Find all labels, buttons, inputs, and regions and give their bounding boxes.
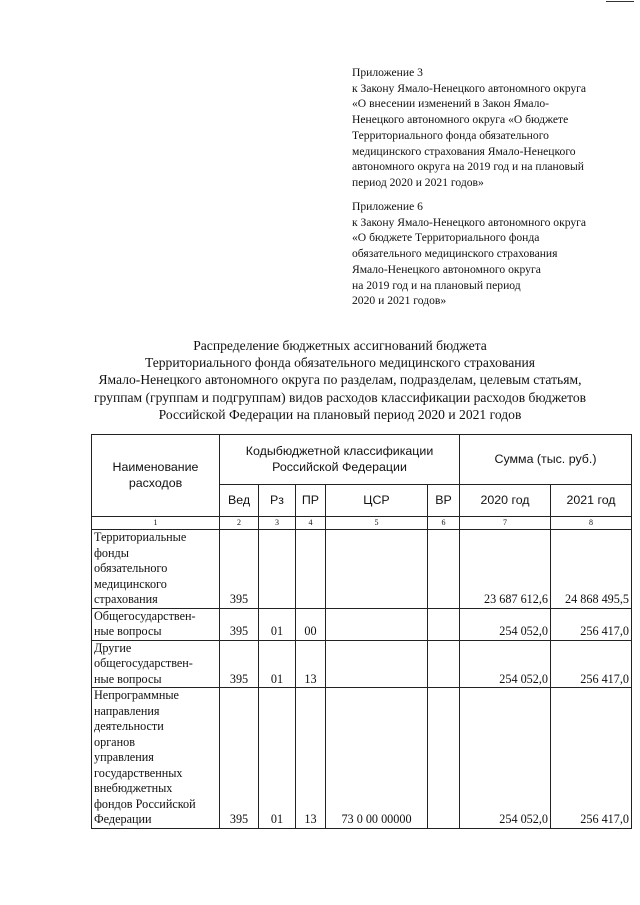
header-csr: ЦСР <box>326 485 428 517</box>
column-number: 2 <box>220 517 259 530</box>
cell-pr: 00 <box>296 608 326 640</box>
appendix-6-line: 2020 и 2021 годов» <box>352 294 447 308</box>
cell-rz: 01 <box>259 640 296 688</box>
row-name-line: государственных <box>94 765 183 780</box>
row-name-line: Другие <box>94 640 132 655</box>
cell-csr <box>326 640 428 688</box>
cell-ved: 395 <box>220 530 259 609</box>
row-name <box>92 640 220 688</box>
appendix-6-line: на 2019 год и на плановый период <box>352 278 521 292</box>
cell-2020: 254 052,0 <box>460 688 551 829</box>
appendix-6-line: «О бюджете Территориального фонда <box>352 231 540 245</box>
title-line: Территориального фонда обязательного медицинского страхования <box>144 355 536 371</box>
row-name-line: Непрограммные <box>94 688 179 702</box>
appendix-6-line: Ямало-Ненецкого автономного округа <box>352 262 541 276</box>
header-rz: Рз <box>259 485 296 517</box>
appendix-3-line: Приложение 3 <box>352 66 423 79</box>
title-line: группам (группам и подгруппам) видов расходов классификации расходов бюджетов <box>93 389 587 405</box>
appendix-3-block <box>352 65 637 191</box>
cell-pr: 13 <box>296 640 326 688</box>
row-name-line: медицинского <box>94 576 167 591</box>
cell-pr <box>296 530 326 609</box>
column-number: 3 <box>259 517 296 530</box>
row-name-line: ные вопросы <box>94 671 162 686</box>
header-2020: 2020 год <box>460 485 551 517</box>
column-number: 1 <box>92 517 220 530</box>
title-line: Ямало-Ненецкого автономного округа по разделам, подразделам, целевым статьям, <box>98 372 582 388</box>
appendix-3-line: автономного округа на 2019 год и на плановый <box>352 160 585 174</box>
header-2021: 2021 год <box>551 485 632 517</box>
appendix-3-line: к Закону Ямало-Ненецкого автономного округа <box>352 81 587 95</box>
header-ved: Вед <box>220 485 259 517</box>
column-number: 4 <box>296 517 326 530</box>
cell-csr: 73 0 00 00000 <box>326 688 428 829</box>
corner-mark <box>606 1 634 2</box>
cell-rz: 01 <box>259 608 296 640</box>
row-name-line: внебюджетных <box>94 781 173 795</box>
cell-2021: 256 417,0 <box>551 608 632 640</box>
column-number: 5 <box>326 517 428 530</box>
cell-2021: 256 417,0 <box>551 640 632 688</box>
cell-2020: 254 052,0 <box>460 608 551 640</box>
cell-pr: 13 <box>296 688 326 829</box>
title-line: Распределение бюджетных ассигнований бюджета <box>193 338 487 353</box>
row-name-line: Общегосударствен- <box>94 608 196 623</box>
row-name-line: Федерации <box>94 812 152 826</box>
appendix-3-line: Территориального фонда обязательного <box>352 128 549 142</box>
row-name-line: деятельности <box>94 719 164 733</box>
row-name-line: органов <box>94 734 135 749</box>
cell-ved: 395 <box>220 640 259 688</box>
table-row <box>92 688 632 829</box>
cell-csr <box>326 608 428 640</box>
row-name <box>92 608 220 640</box>
column-number: 8 <box>551 517 632 530</box>
header-pr: ПР <box>296 485 326 517</box>
document-title <box>60 337 620 423</box>
cell-ved: 395 <box>220 608 259 640</box>
row-name-line: обязательного <box>94 561 168 575</box>
column-numbers-row <box>92 517 632 530</box>
table-row <box>92 530 632 609</box>
appendix-6-line: к Закону Ямало-Ненецкого автономного округа <box>352 215 587 229</box>
cell-rz <box>259 530 296 609</box>
table-row <box>92 608 632 640</box>
table-row <box>92 640 632 688</box>
row-name-line: управления <box>94 750 154 764</box>
appendix-3-line: «О внесении изменений в Закон Ямало- <box>352 97 550 111</box>
appendix-6-line: обязательного медицинского страхования <box>352 247 558 261</box>
appendix-3-line: период 2020 и 2021 годов» <box>352 175 484 189</box>
budget-table <box>91 434 632 829</box>
cell-vr <box>428 688 460 829</box>
row-name <box>92 530 220 609</box>
header-sum-group: Сумма (тыс. руб.) <box>460 435 632 485</box>
row-name-line: фонды <box>94 545 129 560</box>
cell-2021: 256 417,0 <box>551 688 632 829</box>
row-name-line: направления <box>94 703 160 718</box>
appendix-3-line: Ненецкого автономного округа «О бюджете <box>352 113 569 127</box>
appendix-3-line: медицинского страхования Ямало-Ненецкого <box>352 144 576 158</box>
cell-vr <box>428 608 460 640</box>
appendix-6-block <box>352 199 637 309</box>
row-name-line: ные вопросы <box>94 624 162 638</box>
cell-csr <box>326 530 428 609</box>
cell-vr <box>428 640 460 688</box>
cell-vr <box>428 530 460 609</box>
row-name <box>92 688 220 829</box>
cell-rz: 01 <box>259 688 296 829</box>
header-vr: ВР <box>428 485 460 517</box>
cell-2020: 23 687 612,6 <box>460 530 551 609</box>
cell-ved: 395 <box>220 688 259 829</box>
row-name-line: Территориальные <box>94 530 187 544</box>
appendix-6-line: Приложение 6 <box>352 200 423 213</box>
title-line: Российской Федерации на плановый период 2020 и 2021 годов <box>158 406 522 422</box>
column-number: 6 <box>428 517 460 530</box>
cell-2021: 24 868 495,5 <box>551 530 632 609</box>
row-name-line: общегосударствен- <box>94 656 193 670</box>
header-codes-group: Кодыбюджетной классификации Российской Федерации <box>220 435 460 485</box>
header-name: Наименование расходов <box>92 435 220 517</box>
row-name-line: фондов Российской <box>94 796 196 811</box>
cell-2020: 254 052,0 <box>460 640 551 688</box>
column-number: 7 <box>460 517 551 530</box>
row-name-line: страхования <box>94 592 158 606</box>
